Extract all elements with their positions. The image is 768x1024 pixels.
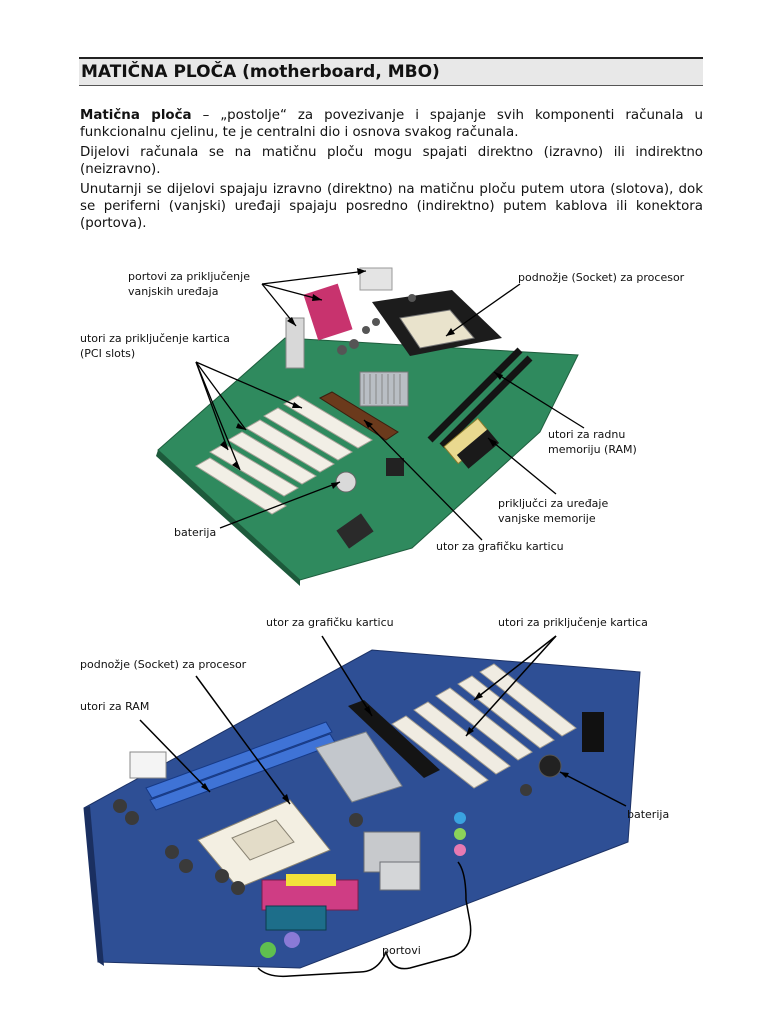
- label-pci-2: utori za priključenje kartica: [498, 616, 648, 629]
- label-socket-1: podnožje (Socket) za procesor: [518, 271, 685, 284]
- ps2-mouse-port-2: [260, 942, 276, 958]
- audio-jacks-2: [454, 812, 466, 856]
- label-ext-line1: priključci za uređaje: [498, 497, 609, 510]
- paragraph-connection-types: Dijelovi računala se na matičnu ploču mogu spajati direktno (izravno) ili indirektno (neizravno).: [80, 145, 703, 177]
- term-maticna-ploca: Matična ploča: [80, 108, 192, 123]
- label-ram-1: [548, 428, 637, 457]
- label-external-storage-1: [498, 497, 608, 526]
- usb-ports-2: [380, 862, 420, 890]
- label-pci-slots-1: [80, 332, 230, 361]
- label-agp-1: utor za grafičku karticu: [436, 540, 564, 553]
- label-battery-1: baterija: [174, 526, 217, 539]
- label-ram-2: utori za RAM: [80, 700, 150, 713]
- io-chip-1: [386, 458, 404, 476]
- cmos-battery-2: [539, 755, 561, 777]
- fan-header-2: [582, 712, 604, 752]
- label-pci-line1: utori za priključenje kartica: [80, 332, 230, 345]
- board-pcb-2: [84, 650, 640, 968]
- label-ports-line2: vanjskih uređaja: [128, 284, 219, 298]
- label-ram-line1: utori za radnu: [548, 428, 626, 441]
- label-ports-line1: portovi za priključenje: [128, 270, 250, 283]
- label-ports-external-1: [128, 270, 250, 299]
- serial-port-2: [266, 906, 326, 930]
- label-agp-2: utor za grafičku karticu: [266, 616, 394, 629]
- definition-text: – „postolje“ za povezivanje i spajanje svih komponenti računala u funkcionalnu cjelinu, te je centralni dio i osnova svakog računala.: [80, 108, 704, 140]
- label-ports-2: portovi: [382, 944, 421, 957]
- label-pci-line2: (PCI slots): [80, 346, 136, 360]
- sticker-2: [286, 874, 336, 886]
- page-title: MATIČNA PLOČA (motherboard, MBO): [81, 62, 440, 82]
- power-connector-2: [130, 752, 166, 778]
- label-ram-line2: memoriju (RAM): [548, 442, 637, 456]
- ps2-keyboard-port-2: [284, 932, 300, 948]
- parallel-port-1: [303, 284, 352, 341]
- label-battery-2: baterija: [627, 808, 670, 821]
- label-socket-2: podnožje (Socket) za procesor: [80, 658, 247, 671]
- chipset-heatsink-1: [360, 372, 408, 406]
- label-ext-line2: vanjske memorije: [498, 511, 596, 525]
- paragraph-internal-external: Unutarnji se dijelovi spajaju izravno (direktno) na matičnu ploču putem utora (slotova), dok se periferni (vanjski) uređaji spajaju posredno (indirektno) putem kablova ili konektora (portova).: [80, 182, 703, 231]
